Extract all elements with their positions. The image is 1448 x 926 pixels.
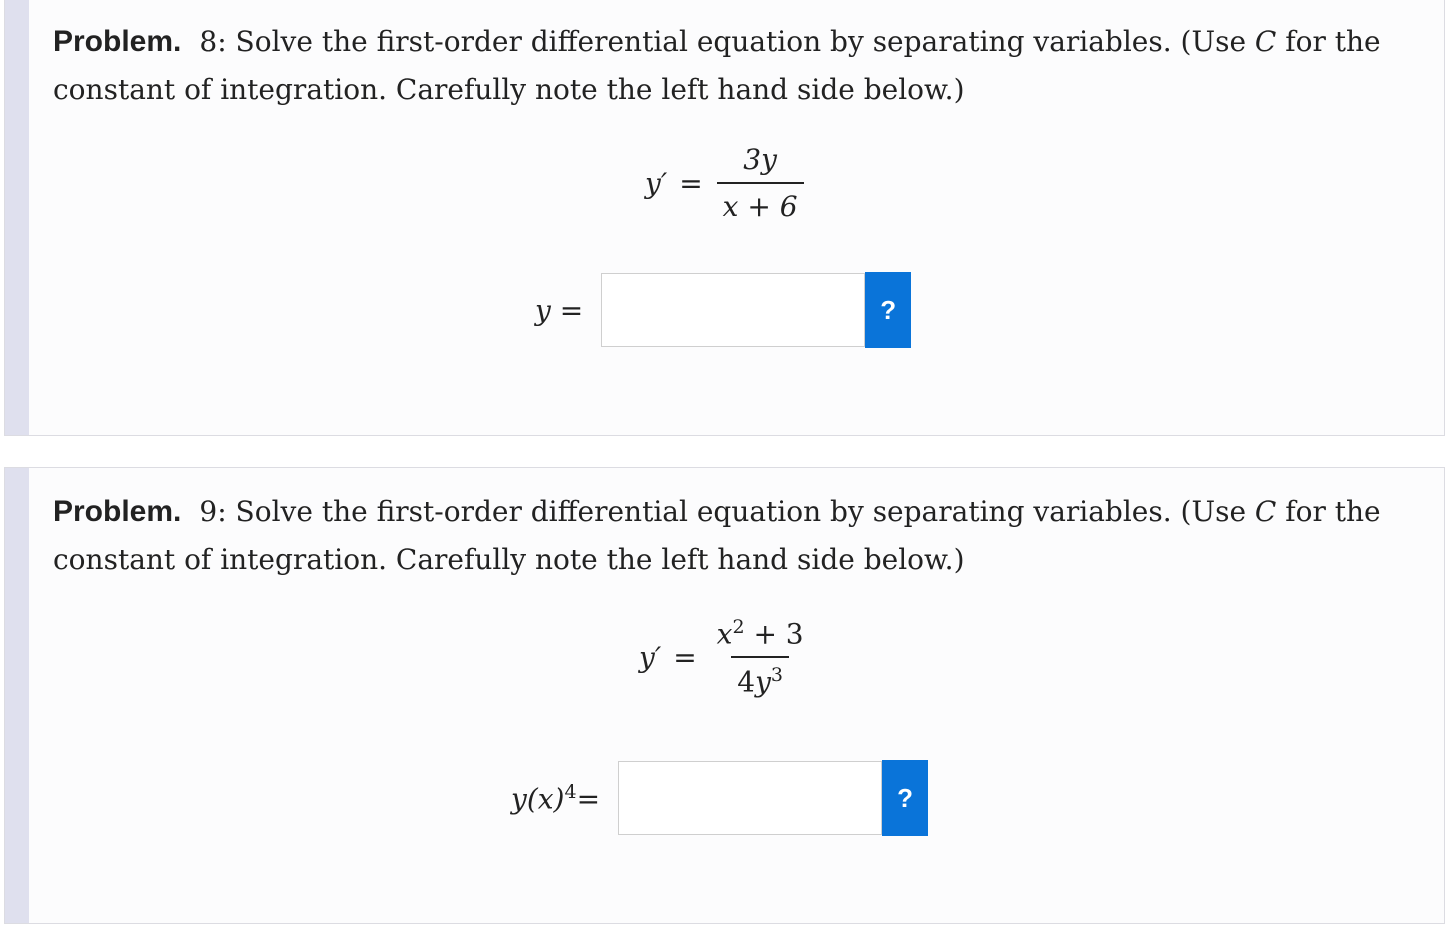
problem-statement-8 bbox=[53, 18, 1383, 114]
problem-label: Problem. bbox=[53, 25, 182, 58]
equation-lhs: y′ bbox=[645, 166, 668, 200]
numerator-base: x bbox=[716, 617, 733, 651]
answer-row-8 bbox=[535, 272, 911, 348]
problem-number: 8 bbox=[199, 25, 218, 58]
equation-fraction bbox=[717, 143, 804, 223]
answer-row-9 bbox=[511, 760, 928, 836]
problem-text-before: : Solve the first-order differential equation by separating variables. (Use bbox=[217, 25, 1255, 58]
problem-text-after: for the constant of integration. Carefully note the left hand side below.) bbox=[53, 495, 1381, 576]
equation-equals: = bbox=[679, 166, 703, 200]
card-stripe bbox=[5, 0, 29, 435]
numerator-rest: + 3 bbox=[744, 617, 804, 651]
answer-input-8[interactable] bbox=[601, 273, 865, 347]
answer-label: y = bbox=[535, 293, 584, 327]
answer-label-equals: = bbox=[576, 782, 601, 816]
denominator-coefficient: 4 bbox=[737, 665, 756, 699]
answer-label-exponent: 4 bbox=[564, 780, 577, 803]
numerator-exponent: 2 bbox=[732, 616, 745, 638]
answer-label-base: y(x) bbox=[511, 782, 565, 816]
card-stripe bbox=[5, 468, 29, 923]
fraction-numerator bbox=[711, 616, 810, 656]
problem-text-before: : Solve the first-order differential equation by separating variables. (Use bbox=[217, 495, 1255, 528]
problem-card-9 bbox=[4, 467, 1445, 924]
problem-number: 9 bbox=[199, 495, 218, 528]
constant-symbol: C bbox=[1254, 25, 1277, 58]
equation-8 bbox=[645, 143, 804, 223]
problem-statement-9 bbox=[53, 488, 1383, 584]
answer-label bbox=[511, 781, 600, 815]
problem-card-8 bbox=[4, 0, 1445, 436]
answer-input-9[interactable] bbox=[618, 761, 882, 835]
constant-symbol: C bbox=[1254, 495, 1277, 528]
equation-9 bbox=[639, 616, 810, 699]
equation-fraction bbox=[711, 616, 810, 699]
fraction-denominator bbox=[731, 656, 789, 698]
help-button-9[interactable]: ? bbox=[882, 760, 928, 836]
fraction-denominator: x + 6 bbox=[717, 182, 804, 223]
fraction-numerator: 3y bbox=[743, 143, 777, 176]
equation-lhs: y′ bbox=[639, 640, 662, 674]
equation-equals: = bbox=[673, 640, 697, 674]
problem-label: Problem. bbox=[53, 495, 182, 528]
problem-text-after: for the constant of integration. Carefully note the left hand side below.) bbox=[53, 25, 1381, 106]
denominator-base: y bbox=[755, 665, 771, 699]
help-button-8[interactable]: ? bbox=[865, 272, 911, 348]
denominator-exponent: 3 bbox=[770, 664, 784, 687]
